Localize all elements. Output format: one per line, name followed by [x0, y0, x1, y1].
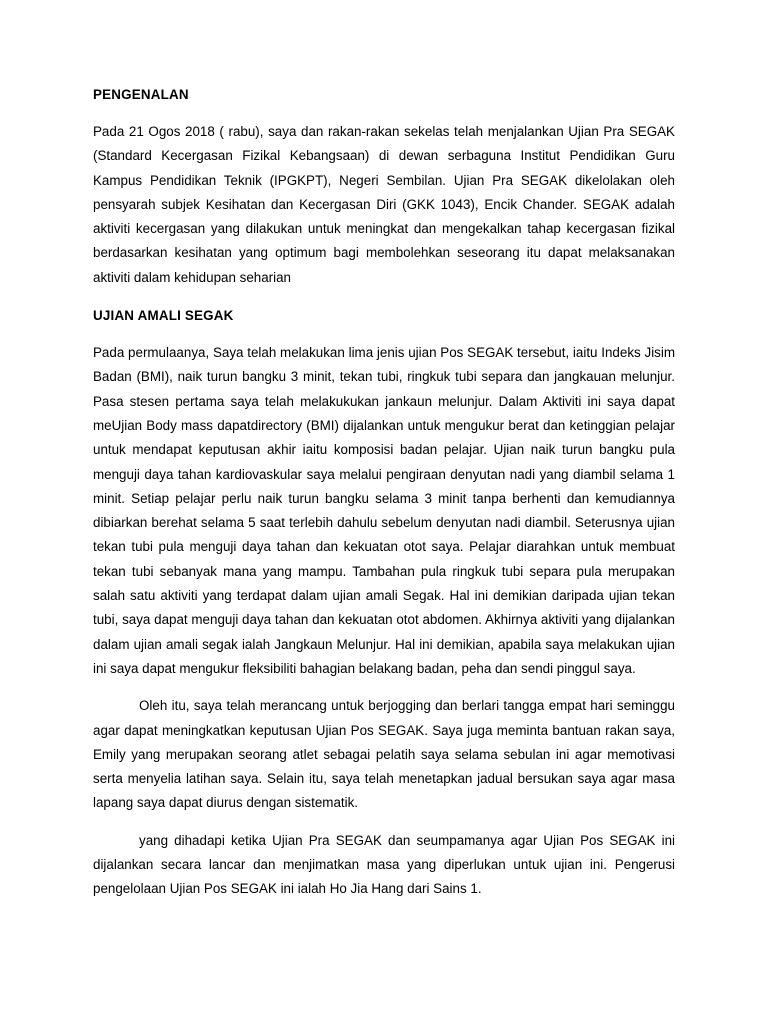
intro-paragraph: Pada 21 Ogos 2018 ( rabu), saya dan rakan-rakan sekelas telah menjalankan Ujian Pra SEGAK (Standard Kecergasan Fizikal Kebangsaan) di dewan serbaguna Institut Pendidikan Guru Kampus Pendidikan Teknik (IPGKPT), Negeri Sembilan. Ujian Pra SEGAK dikelolakan oleh pensyarah subjek Kesihatan dan Kecergasan Diri (GKK 1043), Encik Chander. SEGAK adalah aktiviti kecergasan yang dilakukan untuk meningkat dan mengekalkan tahap kecergasan fizikal berdasarkan kesihatan yang optimum bagi membolehkan seseorang itu dapat melaksanakan aktiviti dalam kehidupan seharian: [93, 124, 675, 285]
section-heading-pengenalan: PENGENALAN: [93, 87, 189, 102]
segak-paragraph-tests: Pada permulaanya, Saya telah melakukan lima jenis ujian Pos SEGAK tersebut, iaitu Indeks Jisim Badan (BMI), naik turun bangku 3 minit, tekan tubi, ringkuk tubi separa dan jangkauan melunjur. Pasa stesen pertama saya telah melakukukan jankaun melunjur. Dalam Aktiviti ini saya dapat meUjian Body mass dapatdirectory (BMI) dijalankan untuk mengukur berat dan ketinggian pelajar untuk mendapat keputusan akhir iaitu komposisi badan pelajar. Ujian naik turun bangku pula menguji daya tahan kardiovaskular saya melalui pengiraan denyutan nadi yang diambil selama 1 minit. Setiap pelajar perlu naik turun bangku selama 3 minit tanpa berhenti dan kemudiannya dibiarkan berehat selama 5 saat terlebih dahulu sebelum denyutan nadi diambil. Seterusnya ujian tekan tubi pula menguji daya tahan dan kekuatan otot saya. Pelajar diarahkan untuk membuat tekan tubi sebanyak mana yang mampu. Tambahan pula ringkuk tubi separa pula merupakan salah satu aktiviti yang terdapat dalam ujian amali Segak. Hal ini demikian daripada ujian tekan tubi, saya dapat menguji daya tahan dan kekuatan otot abdomen. Akhirnya aktiviti yang dijalankan dalam ujian amali segak ialah Jangkaun Melunjur. Hal ini demikian, apabila saya melakukan ujian ini saya dapat mengukur fleksibiliti bahagian belakang badan, peha dan sendi pinggul saya.: [93, 345, 675, 676]
segak-paragraph-closing: yang dihadapi ketika Ujian Pra SEGAK dan seumpamanya agar Ujian Pos SEGAK ini dijalankan secara lancar dan menjimatkan masa yang diperlukan untuk ujian ini. Pengerusi pengelolaan Ujian Pos SEGAK ini ialah Ho Jia Hang dari Sains 1.: [93, 832, 675, 897]
document-page: [93, 82, 675, 915]
segak-paragraph-plan: Oleh itu, saya telah merancang untuk berjogging dan berlari tangga empat hari seminggu agar dapat meningkatkan keputusan Ujian Pos SEGAK. Saya juga meminta bantuan rakan saya, Emily yang merupakan seorang atlet sebagai pelatih saya selama sebulan ini agar memotivasi serta menyelia latihan saya. Selain itu, saya telah menetapkan jadual bersukan saya agar masa lapang saya dapat diurus dengan sistematik.: [93, 698, 675, 811]
section-heading-ujian-amali-segak: UJIAN AMALI SEGAK: [93, 308, 234, 324]
